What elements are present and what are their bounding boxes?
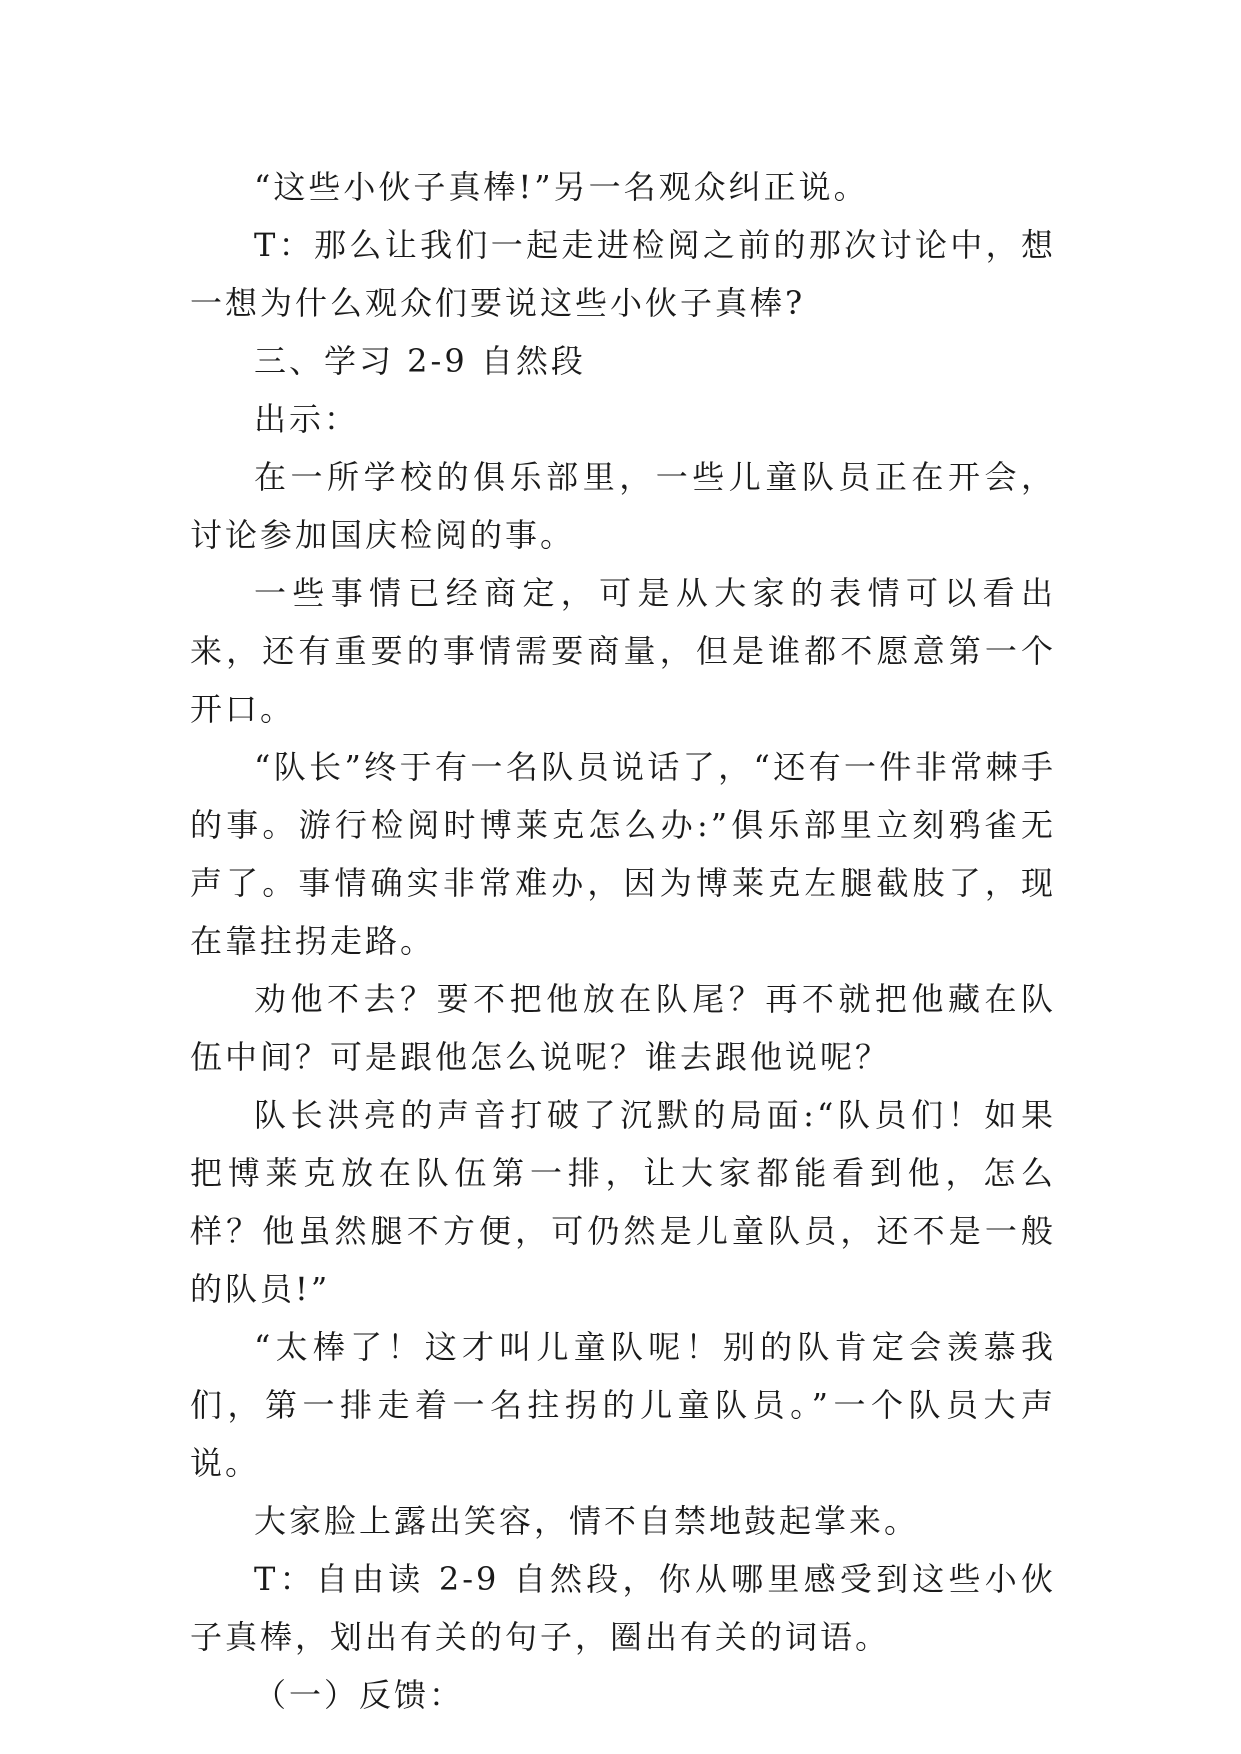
paragraph-captain-question: “队长”终于有一名队员说话了，“还有一件非常棘手的事。游行检阅时博莱克怎么办:”俱乐部里立刻鸦雀无声了。事情确实非常难办，因为博莱克左腿截肢了，现在靠拄拐走路。 — [190, 748, 1056, 960]
paragraph-club-meeting: 在一所学校的俱乐部里，一些儿童队员正在开会，讨论参加国庆检阅的事。 — [190, 458, 1056, 554]
section-heading-study: 三、学习 2-9 自然段 — [254, 342, 586, 380]
section-heading-feedback: （一）反馈： — [254, 1676, 465, 1714]
paragraph-observer-quote: “这些小伙子真棒!”另一名观众纠正说。 — [254, 168, 869, 206]
document-body — [190, 158, 1056, 1724]
paragraph-options: 劝他不去？要不把他放在队尾？再不就把他藏在队伍中间？可是跟他怎么说呢？谁去跟他说呢？ — [190, 980, 1056, 1076]
paragraph-matters-decided: 一些事情已经商定，可是从大家的表情可以看出来，还有重要的事情需要商量，但是谁都不愿意第一个开口。 — [190, 574, 1056, 728]
paragraph-teacher-instruction: T：自由读 2-9 自然段，你从哪里感受到这些小伙子真棒，划出有关的句子，圈出有关的词语。 — [190, 1560, 1056, 1656]
paragraph-member-response: “太棒了！这才叫儿童队呢！别的队肯定会羡慕我们，第一排走着一名拄拐的儿童队员。”一个队员大声说。 — [190, 1328, 1056, 1482]
paragraph-applause: 大家脸上露出笑容，情不自禁地鼓起掌来。 — [254, 1502, 920, 1540]
paragraph-show-label: 出示： — [254, 400, 360, 438]
paragraph-captain-proposal: 队长洪亮的声音打破了沉默的局面:“队员们！如果把博莱克放在队伍第一排，让大家都能看到他，怎么样？他虽然腿不方便，可仍然是儿童队员，还不是一般的队员!” — [190, 1096, 1056, 1308]
paragraph-teacher-prompt-discussion: T：那么让我们一起走进检阅之前的那次讨论中，想一想为什么观众们要说这些小伙子真棒? — [190, 226, 1056, 322]
